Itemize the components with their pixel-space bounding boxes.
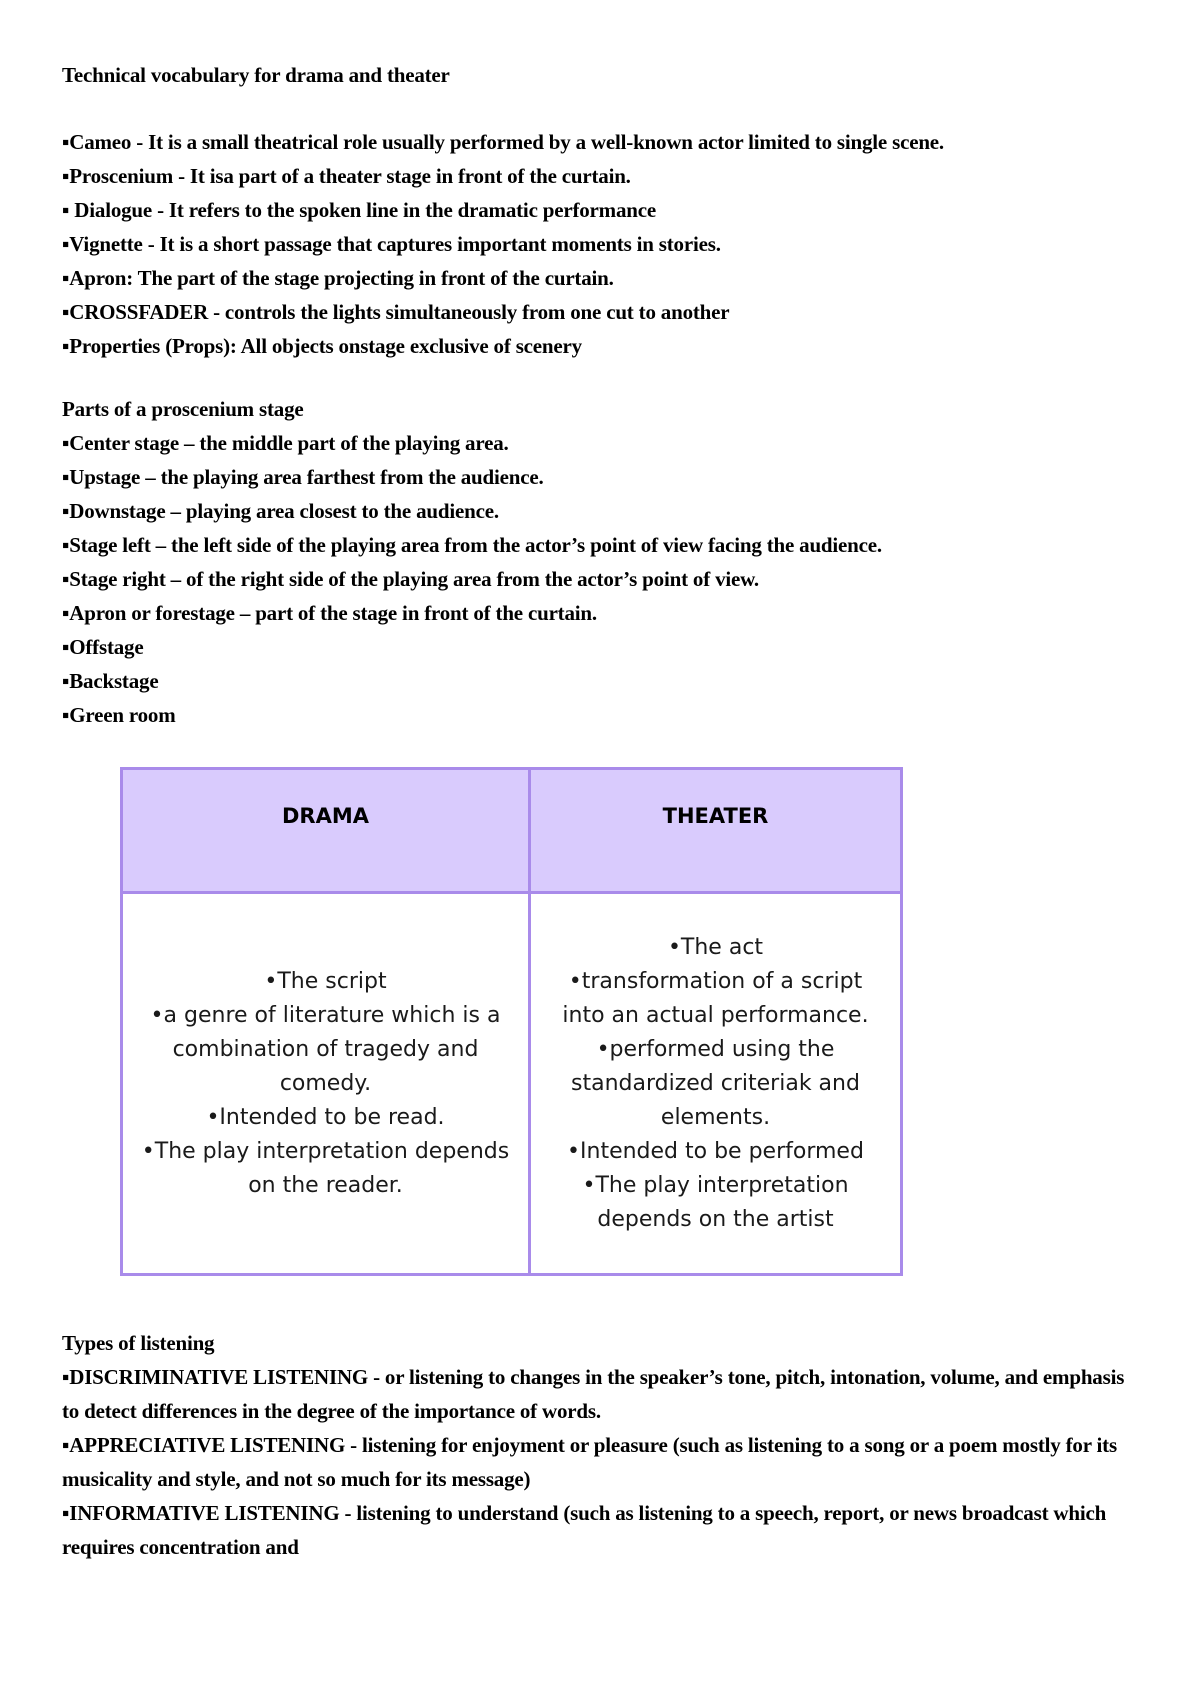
drama-cell [122, 893, 530, 1275]
vocab-item-crossfader: ▪CROSSFADER - controls the lights simultaneously from one cut to another [62, 300, 730, 324]
vocab-item-vignette: ▪Vignette - It is a short passage that captures important moments in stories. [62, 232, 721, 256]
vocab-item-dialogue: ▪ Dialogue - It refers to the spoken line in the dramatic performance [62, 198, 656, 222]
stage-item-stage-left: ▪Stage left – the left side of the playing area from the actor’s point of view facing the audience. [62, 533, 882, 557]
theater-point: •The act [667, 934, 764, 960]
listening-item-appreciative: ▪APPRECIATIVE LISTENING - listening for enjoyment or pleasure (such as listening to a song or a poem mostly for its musicality and style, and not so much for its message) [62, 1433, 1117, 1491]
vocab-item-cameo: ▪Cameo - It is a small theatrical role usually performed by a well-known actor limited to single scene. [62, 130, 944, 154]
listening-section [62, 1326, 1142, 1564]
stage-item-center: ▪Center stage – the middle part of the playing area. [62, 431, 509, 455]
drama-point: •The play interpretation depends on the reader. [141, 1138, 510, 1198]
header-drama: DRAMA [122, 769, 530, 893]
stage-item-green-room: ▪Green room [62, 703, 176, 727]
vocab-item-properties: ▪Properties (Props): All objects onstage exclusive of scenery [62, 334, 582, 358]
listening-item-discriminative: ▪DISCRIMINATIVE LISTENING - or listening to changes in the speaker’s tone, pitch, intonation, volume, and emphasis to detect differences in the degree of the importance of words. [62, 1365, 1125, 1423]
theater-point: •performed using the standardized criteriak and elements. [571, 1036, 860, 1130]
vocab-title: Technical vocabulary for drama and theater [62, 63, 450, 87]
vocab-item-proscenium: ▪Proscenium - It isa part of a theater stage in front of the curtain. [62, 164, 631, 188]
stage-title: Parts of a proscenium stage [62, 397, 304, 421]
header-theater: THEATER [530, 769, 902, 893]
stage-item-backstage: ▪Backstage [62, 669, 159, 693]
drama-theater-table [120, 767, 903, 1276]
listening-item-informative: ▪INFORMATIVE LISTENING - listening to understand (such as listening to a speech, report, or news broadcast which requires concentration and [62, 1501, 1107, 1559]
theater-point: •The play interpretation depends on the artist [582, 1172, 849, 1232]
stage-item-upstage: ▪Upstage – the playing area farthest from the audience. [62, 465, 544, 489]
theater-cell [530, 893, 902, 1275]
stage-item-stage-right: ▪Stage right – of the right side of the playing area from the actor’s point of view. [62, 567, 759, 591]
theater-point: •Intended to be performed [567, 1138, 864, 1164]
drama-point: •Intended to be read. [206, 1104, 445, 1130]
stage-item-downstage: ▪Downstage – playing area closest to the audience. [62, 499, 499, 523]
drama-point: •a genre of literature which is a combination of tragedy and comedy. [150, 1002, 501, 1096]
vocab-item-apron: ▪Apron: The part of the stage projecting in front of the curtain. [62, 266, 614, 290]
listening-title: Types of listening [62, 1331, 215, 1355]
stage-item-offstage: ▪Offstage [62, 635, 144, 659]
drama-point: •The script [264, 968, 387, 994]
theater-point: •transformation of a script into an actual performance. [562, 968, 869, 1028]
stage-item-apron: ▪Apron or forestage – part of the stage in front of the curtain. [62, 601, 597, 625]
